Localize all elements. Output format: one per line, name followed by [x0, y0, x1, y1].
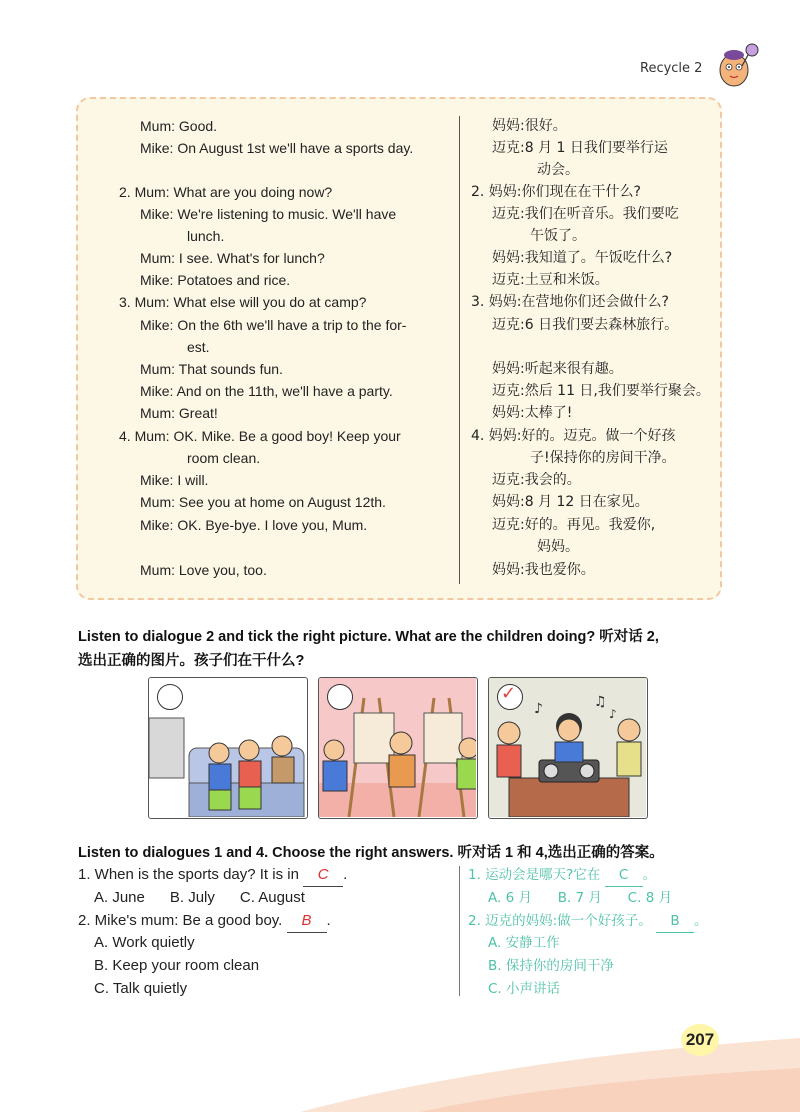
dialogue-en-line: Mum: Great! — [140, 405, 218, 421]
dialogue-en-line: lunch. — [187, 228, 225, 244]
answer-blank-2[interactable] — [287, 910, 327, 933]
dialogue-cn-line: 4. 妈妈:好的。迈克。做一个好孩 — [471, 428, 676, 444]
tick-circle-a[interactable] — [157, 684, 183, 710]
tick-mark-icon: ✓ — [501, 683, 517, 704]
question-1-end: . — [343, 866, 348, 883]
svg-text:♪: ♪ — [609, 707, 617, 721]
picture-a[interactable] — [148, 677, 308, 819]
answer-2: B — [301, 912, 312, 929]
dialogue-en-line: Mum: Love you, too. — [140, 562, 267, 578]
dialogue-en-line: Mum: Good. — [140, 118, 218, 134]
cn-question-2-text: 2. 迈克的妈妈:做一个好孩子。 — [468, 913, 652, 929]
cn-answer-2: B — [670, 913, 680, 929]
question-2 — [78, 910, 331, 933]
column-divider — [459, 116, 460, 584]
task1-title-line1: Listen to dialogue 2 and tick the right picture. What are the children doing? 听对话 2, — [78, 629, 659, 645]
dialogue-cn-line: 迈克:我会的。 — [492, 472, 581, 488]
dialogue-en-line: Mum: That sounds fun. — [140, 361, 283, 377]
dialogue-en-line: Mike: Potatoes and rice. — [140, 272, 291, 288]
dialogue-cn-line: 迈克:6 日我们要去森林旅行。 — [492, 317, 679, 333]
cn-option-2a: A. 安静工作 — [488, 935, 560, 951]
dialogue-en-line: Mike: On the 6th we'll have a trip to the for- — [140, 317, 407, 333]
cn-question-1-options: A. 6 月 B. 7 月 C. 8 月 — [488, 890, 673, 906]
dialogue-cn-line: 妈妈:听起来很有趣。 — [492, 361, 623, 377]
dialogue-cn-line: 妈妈:太棒了! — [492, 405, 573, 421]
dialogue-cn-line: 迈克:土豆和米饭。 — [492, 272, 609, 288]
dialogue-en-line: Mike: OK. Bye-bye. I love you, Mum. — [140, 517, 368, 533]
dialogue-en-line: 2. Mum: What are you doing now? — [119, 184, 333, 200]
cn-option-2c: C. 小声讲话 — [488, 981, 561, 997]
dialogue-en-line: est. — [187, 339, 210, 355]
dialogue-en-line: 4. Mum: OK. Mike. Be a good boy! Keep your — [119, 428, 401, 444]
mascot-icon — [712, 40, 762, 92]
dialogue-en-line: Mum: I see. What's for lunch? — [140, 250, 325, 266]
cn-answer-blank-1 — [605, 864, 643, 887]
cn-answer-blank-2 — [656, 910, 694, 933]
dialogue-en-line: Mike: On August 1st we'll have a sports day. — [140, 140, 414, 156]
answer-blank-1[interactable] — [303, 864, 343, 887]
unit-label: Recycle 2 — [640, 61, 703, 76]
cn-question-1 — [468, 864, 656, 887]
dialogue-cn-line: 妈妈:很好。 — [492, 118, 567, 134]
picture-c[interactable] — [488, 677, 648, 819]
dialogue-cn-line: 3. 妈妈:在营地你们还会做什么? — [471, 294, 669, 310]
page-number: 207 — [681, 1024, 719, 1056]
cn-option-2b: B. 保持你的房间干净 — [488, 958, 614, 974]
dialogue-cn-line: 动会。 — [537, 162, 579, 178]
dialogue-cn-line: 妈妈:我知道了。午饭吃什么? — [492, 250, 673, 266]
dialogue-cn-line: 午饭了。 — [530, 228, 586, 244]
cn-question-2 — [468, 910, 708, 933]
dialogue-cn-line: 迈克:我们在听音乐。我们要吃 — [492, 206, 679, 222]
dialogue-cn-line: 迈克:8 月 1 日我们要举行运 — [492, 140, 668, 156]
footer-wave — [0, 1020, 800, 1112]
cn-answer-1: C — [618, 867, 629, 883]
dialogue-cn-line: 子!保持你的房间干净。 — [530, 450, 676, 466]
question-2-text: 2. Mike's mum: Be a good boy. — [78, 912, 283, 929]
dialogue-cn-line: 妈妈。 — [537, 539, 579, 555]
dialogue-en-line: room clean. — [187, 450, 261, 466]
answer-1: C — [317, 866, 329, 883]
dialogue-cn-line: 迈克:好的。再见。我爱你, — [492, 517, 656, 533]
answers-divider — [459, 866, 460, 996]
question-1-options: A. June B. July C. August — [94, 889, 305, 906]
tick-circle-b[interactable] — [327, 684, 353, 710]
task1-title-line2: 选出正确的图片。孩子们在干什么? — [78, 653, 305, 669]
question-2-end: . — [326, 912, 331, 929]
tick-circle-c[interactable] — [497, 684, 523, 710]
dialogue-en-line: Mike: We're listening to music. We'll have — [140, 206, 397, 222]
dialogue-cn-line: 妈妈:8 月 12 日在家见。 — [492, 494, 649, 510]
dialogue-cn-line: 迈克:然后 11 日,我们要举行聚会。 — [492, 383, 710, 399]
question-1-text: 1. When is the sports day? It is in — [78, 866, 299, 883]
dialogue-cn-line: 2. 妈妈:你们现在在干什么? — [471, 184, 641, 200]
option-2b: B. Keep your room clean — [94, 957, 260, 974]
cn-question-1-text: 1. 运动会是哪天?它在 — [468, 867, 601, 883]
dialogue-cn-line: 妈妈:我也爱你。 — [492, 562, 595, 578]
task2-title: Listen to dialogues 1 and 4. Choose the right answers. 听对话 1 和 4,选出正确的答案。 — [78, 845, 664, 861]
option-2c: C. Talk quietly — [94, 980, 188, 997]
dialogue-en-line: Mum: See you at home on August 12th. — [140, 494, 386, 510]
cn-question-2-end: 。 — [694, 913, 708, 929]
svg-text:♫: ♫ — [594, 694, 607, 710]
picture-b[interactable] — [318, 677, 478, 819]
svg-text:♪: ♪ — [534, 701, 543, 717]
question-1 — [78, 864, 347, 887]
option-2a: A. Work quietly — [94, 934, 195, 951]
cn-question-1-end: 。 — [642, 867, 657, 883]
dialogue-en-line: Mike: And on the 11th, we'll have a party. — [140, 383, 393, 399]
dialogue-en-line: 3. Mum: What else will you do at camp? — [119, 294, 367, 310]
dialogue-en-line: Mike: I will. — [140, 472, 209, 488]
